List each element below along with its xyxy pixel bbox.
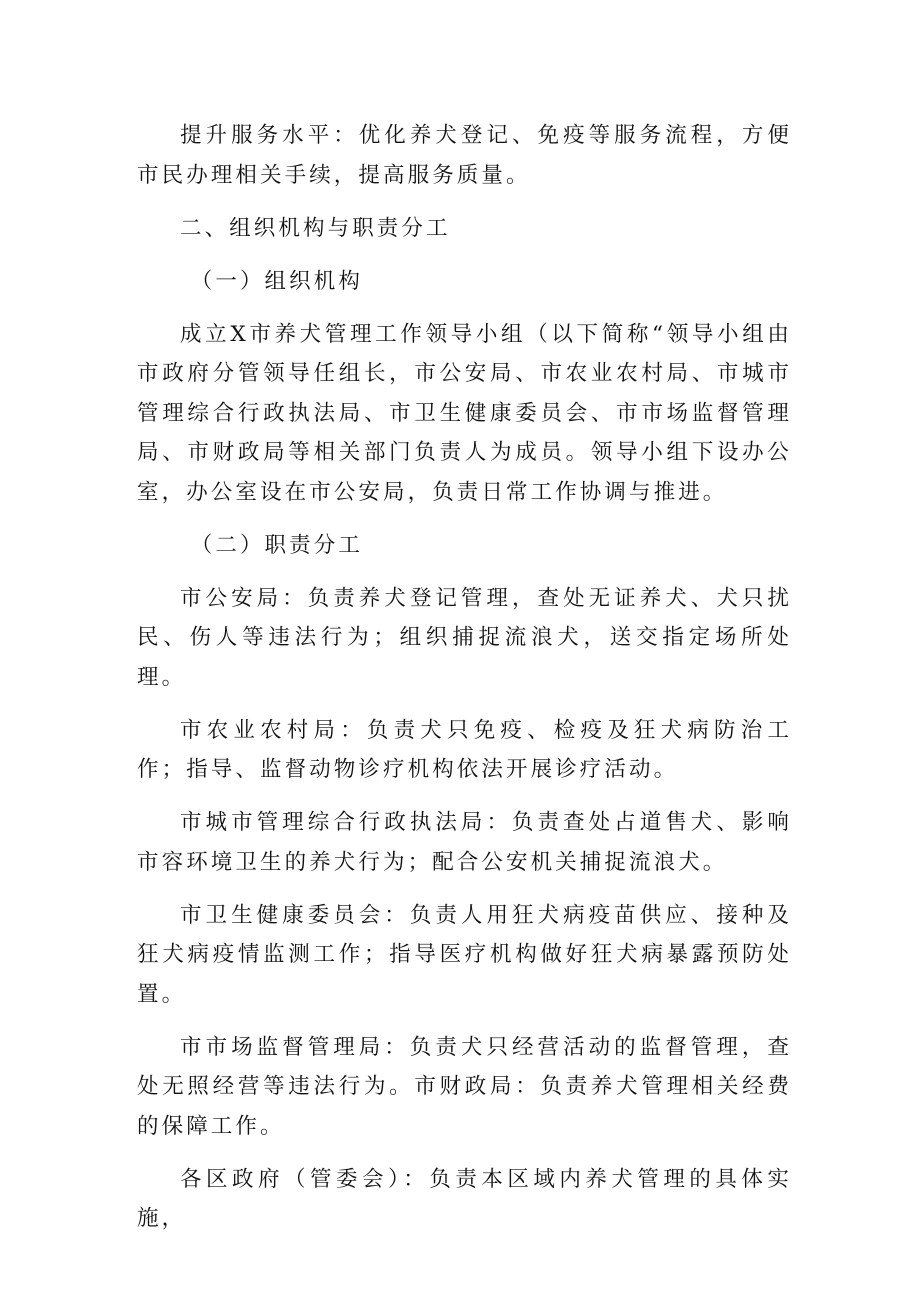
paragraph-service-level: 提升服务水平：优化养犬登记、免疫等服务流程，方便市民办理相关手续，提高服务质量。 xyxy=(137,123,792,188)
document-body xyxy=(137,116,792,1252)
paragraph-urban-management: 市城市管理综合行政执法局：负责查处占道售犬、影响市容环境卫生的养犬行为；配合公安机关捕捉流浪犬。 xyxy=(137,810,792,875)
subsection-heading-duties: （二）职责分工 xyxy=(190,532,363,558)
paragraph-leading-group: 成立X市养犬管理工作领导小组（以下简称“领导小组由市政府分管领导任组长，市公安局、市农业农村局、市城市管理综合行政执法局、市卫生健康委员会、市市场监督管理局、市财政局等相关部门负责人为成员。领导小组下设办公室，办公室设在市公安局，负责日常工作协调与推进。 xyxy=(137,321,792,505)
paragraph-market-supervision: 市市场监督管理局：负责犬只经营活动的监督管理，查处无照经营等违法行为。市财政局：负责养犬管理相关经费的保障工作。 xyxy=(137,1034,792,1139)
paragraph-agriculture: 市农业农村局：负责犬只免疫、检疫及狂犬病防治工作；指导、监督动物诊疗机构依法开展诊疗活动。 xyxy=(137,717,792,782)
paragraph-district-governments: 各区政府（管委会）：负责本区域内养犬管理的具体实施， xyxy=(137,1166,792,1231)
paragraph-public-security: 市公安局：负责养犬登记管理，查处无证养犬、犬只扰民、伤人等违法行为；组织捕捉流浪犬，送交指定场所处理。 xyxy=(137,585,792,690)
paragraph-health-commission: 市卫生健康委员会：负责人用狂犬病疫苗供应、接种及狂犬病疫情监测工作；指导医疗机构做好狂犬病暴露预防处置。 xyxy=(137,902,792,1007)
section-heading-organization: 二、组织机构与职责分工 xyxy=(180,215,451,241)
subsection-heading-structure: （一）组织机构 xyxy=(190,268,363,294)
